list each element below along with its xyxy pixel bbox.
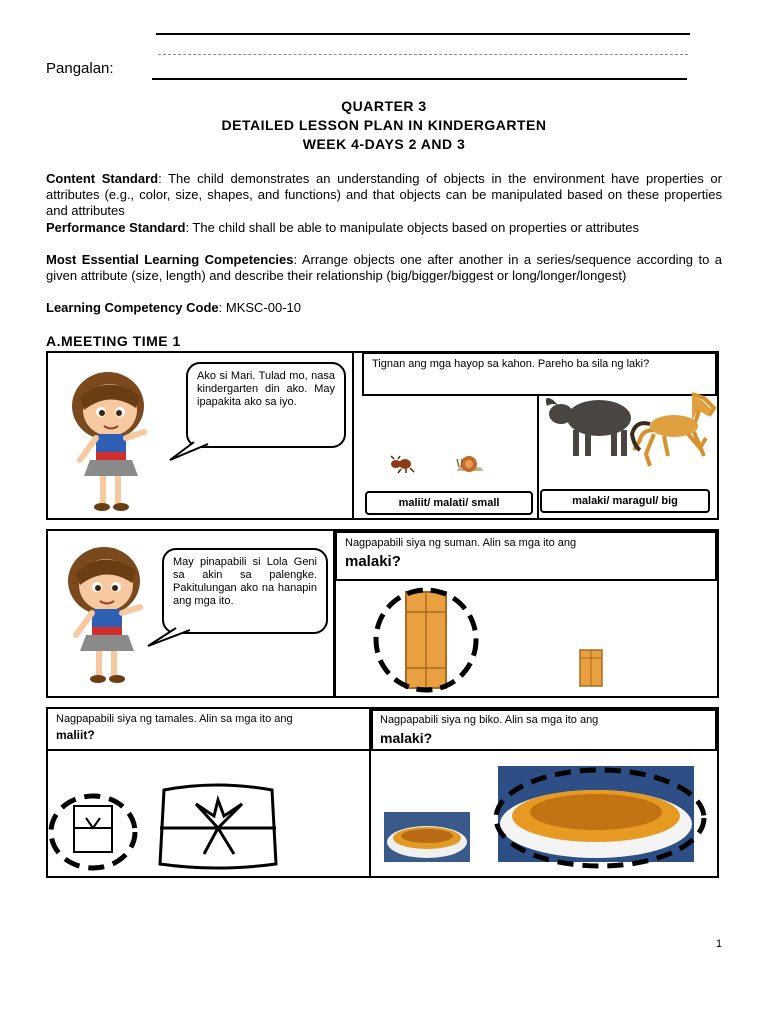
name-bottom-line[interactable]	[152, 78, 687, 80]
snail-icon	[455, 454, 485, 474]
panel2-speech-bubble: May pinapabili si Lola Geni sa akin sa palengke. Pakitulungan ako na hanapin ang mga ito.	[162, 548, 328, 634]
competency-code-text: : MKSC-00-10	[218, 300, 302, 315]
tamales-large-icon[interactable]	[156, 780, 280, 872]
performance-standard-label: Performance Standard	[46, 220, 186, 235]
panel2-answer: malaki?	[345, 553, 401, 570]
biko-large-icon[interactable]	[492, 766, 710, 872]
section-title: A.MEETING TIME 1	[46, 333, 181, 349]
performance-standard-text: : The child shall be able to manipulate objects based on properties or attributes	[185, 220, 640, 235]
panel4-question: Nagpapabili siya ng biko. Alin sa mga ito ang	[380, 714, 599, 726]
ant-icon	[388, 455, 416, 473]
melc	[46, 252, 722, 284]
performance-standard	[46, 220, 722, 236]
panel4-answer: malaki?	[380, 730, 433, 746]
small-label: maliit/ malati/ small	[365, 491, 533, 515]
panel3-answer: maliit?	[56, 728, 95, 742]
melc-label: Most Essential Learning Competencies	[46, 252, 294, 267]
tamales-small-icon[interactable]	[46, 792, 142, 874]
suman-small-icon[interactable]	[578, 648, 604, 688]
panel1-speech-bubble: Ako si Mari. Tulad mo, nasa kindergarten din ako. May ipapakita ako sa iyo.	[186, 362, 346, 448]
content-standard-text: : The child demonstrates an understanding of objects in the environment have properties or attributes (e.g., color, size, shapes, and functions) and that objects can be manipulated based on these properties and attributes	[46, 171, 722, 218]
title-lesson-plan: DETAILED LESSON PLAN IN KINDERGARTEN	[221, 117, 547, 133]
biko-small-icon[interactable]	[384, 812, 470, 862]
big-label: malaki/ maragul/ big	[540, 489, 710, 513]
panel1-bubble-tail	[168, 440, 218, 464]
competency-code-label: Learning Competency Code	[46, 300, 219, 315]
panel2-bubble-tail	[146, 626, 196, 650]
horse-icon	[630, 390, 718, 470]
panel1-divider	[537, 396, 539, 520]
panel3-question: Nagpapabili siya ng tamales. Alin sa mga ito ang	[56, 713, 293, 725]
girl-mari-1-icon	[58, 368, 168, 518]
content-standard-label: Content Standard	[46, 171, 159, 186]
content-standard	[46, 171, 722, 219]
melc-text: : Arrange objects one after another in a series/sequence according to a given attribute (size, length) and describe their relationship (big/bigger/biggest or long/longer/longest)	[46, 252, 722, 283]
girl-mari-2-icon	[54, 543, 164, 693]
title-quarter: QUARTER 3	[341, 98, 427, 114]
name-label: Pangalan:	[46, 60, 114, 77]
name-top-line	[156, 33, 690, 35]
panel2-question: Nagpapabili siya ng suman. Alin sa mga ito ang	[345, 537, 577, 549]
competency-code	[46, 300, 722, 316]
title-week: WEEK 4-DAYS 2 AND 3	[302, 136, 466, 152]
suman-large-icon[interactable]	[374, 588, 482, 696]
name-dotted-line	[158, 54, 688, 55]
panel1-question: Tignan ang mga hayop sa kahon. Pareho ba sila ng laki?	[372, 358, 650, 370]
carabao-icon	[543, 392, 633, 460]
page-number: 1	[716, 938, 723, 950]
